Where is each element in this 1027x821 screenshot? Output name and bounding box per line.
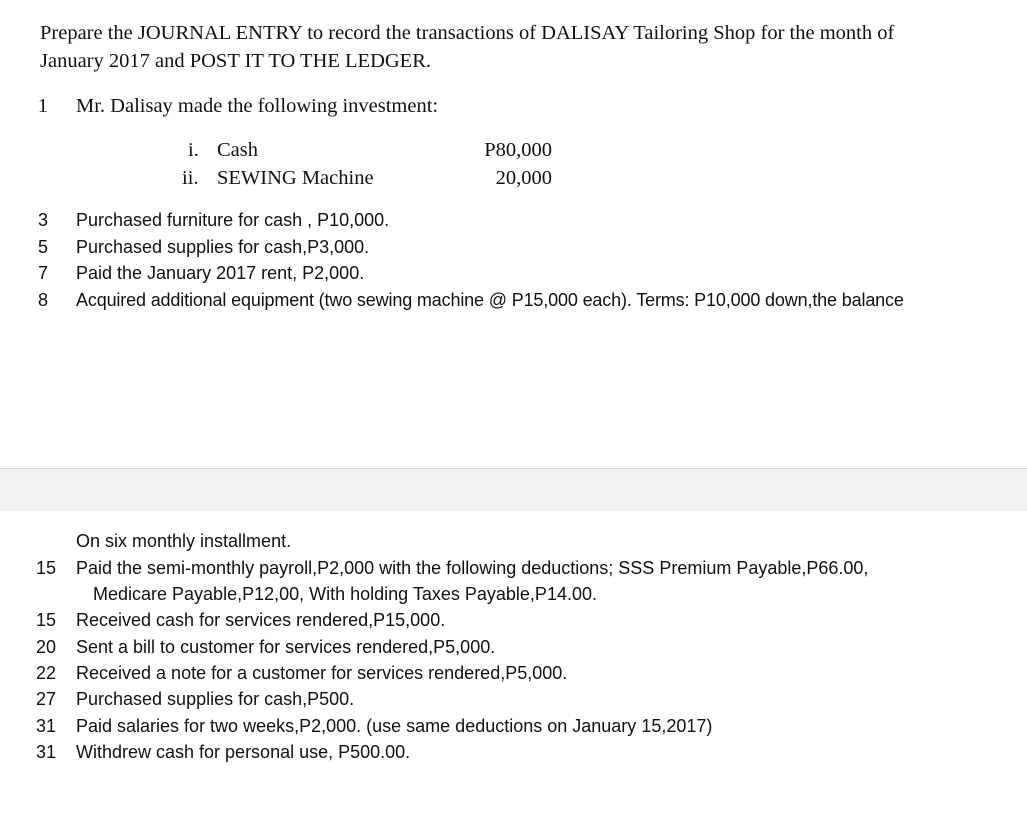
- transaction-day: 20: [35, 637, 56, 657]
- transaction-text: Purchased furniture for cash , P10,000.: [76, 210, 390, 230]
- page-break: [0, 468, 1027, 512]
- transaction-day: 15: [35, 558, 56, 578]
- transaction-day: 7: [37, 263, 48, 283]
- investment-day: 1: [37, 95, 48, 117]
- transaction-text: Purchased supplies for cash,P3,000.: [76, 237, 370, 257]
- transaction-text: Purchased supplies for cash,P500.: [76, 689, 355, 709]
- investment-item-amount: 20,000: [495, 167, 552, 189]
- transaction-day: 22: [35, 663, 56, 683]
- transaction-text: Paid the January 2017 rent, P2,000.: [76, 263, 365, 283]
- transaction-day: 3: [37, 210, 48, 230]
- investment-text: Mr. Dalisay made the following investment:: [76, 95, 439, 117]
- transaction-text: Paid the semi-monthly payroll,P2,000 with the following deductions; SSS Premium Payable,P66.00,: [76, 558, 869, 578]
- transaction-text: Received cash for services rendered,P15,000.: [76, 610, 446, 630]
- investment-item-roman: i.: [188, 139, 199, 161]
- transaction-text: Received a note for a customer for services rendered,P5,000.: [76, 663, 568, 683]
- transaction-text-continued: Medicare Payable,P12,00, With holding Taxes Payable,P14.00.: [93, 584, 597, 604]
- continuation-text: On six monthly installment.: [76, 531, 292, 551]
- transaction-day: 15: [35, 610, 56, 630]
- instruction-line-2: January 2017 and POST IT TO THE LEDGER.: [40, 50, 432, 72]
- instruction-line-1: Prepare the JOURNAL ENTRY to record the transactions of DALISAY Tailoring Shop for the month of: [40, 22, 895, 44]
- investment-item-amount: P80,000: [484, 139, 552, 161]
- transaction-day: 31: [35, 742, 56, 762]
- investment-item-label: Cash: [217, 139, 258, 161]
- transaction-day: 27: [35, 689, 56, 709]
- transaction-day: 31: [35, 716, 56, 736]
- transaction-text: Acquired additional equipment (two sewing machine @ P15,000 each). Terms: P10,000 down,the balance: [76, 290, 904, 310]
- transaction-text: Withdrew cash for personal use, P500.00.: [76, 742, 411, 762]
- transaction-text: Sent a bill to customer for services rendered,P5,000.: [76, 637, 496, 657]
- transaction-day: 8: [37, 290, 48, 310]
- page-bottom-section: [0, 511, 1027, 821]
- investment-item-label: SEWING Machine: [217, 167, 374, 189]
- investment-item-roman: ii.: [182, 167, 199, 189]
- transaction-day: 5: [37, 237, 48, 257]
- transaction-text: Paid salaries for two weeks,P2,000. (use same deductions on January 15,2017): [76, 716, 713, 736]
